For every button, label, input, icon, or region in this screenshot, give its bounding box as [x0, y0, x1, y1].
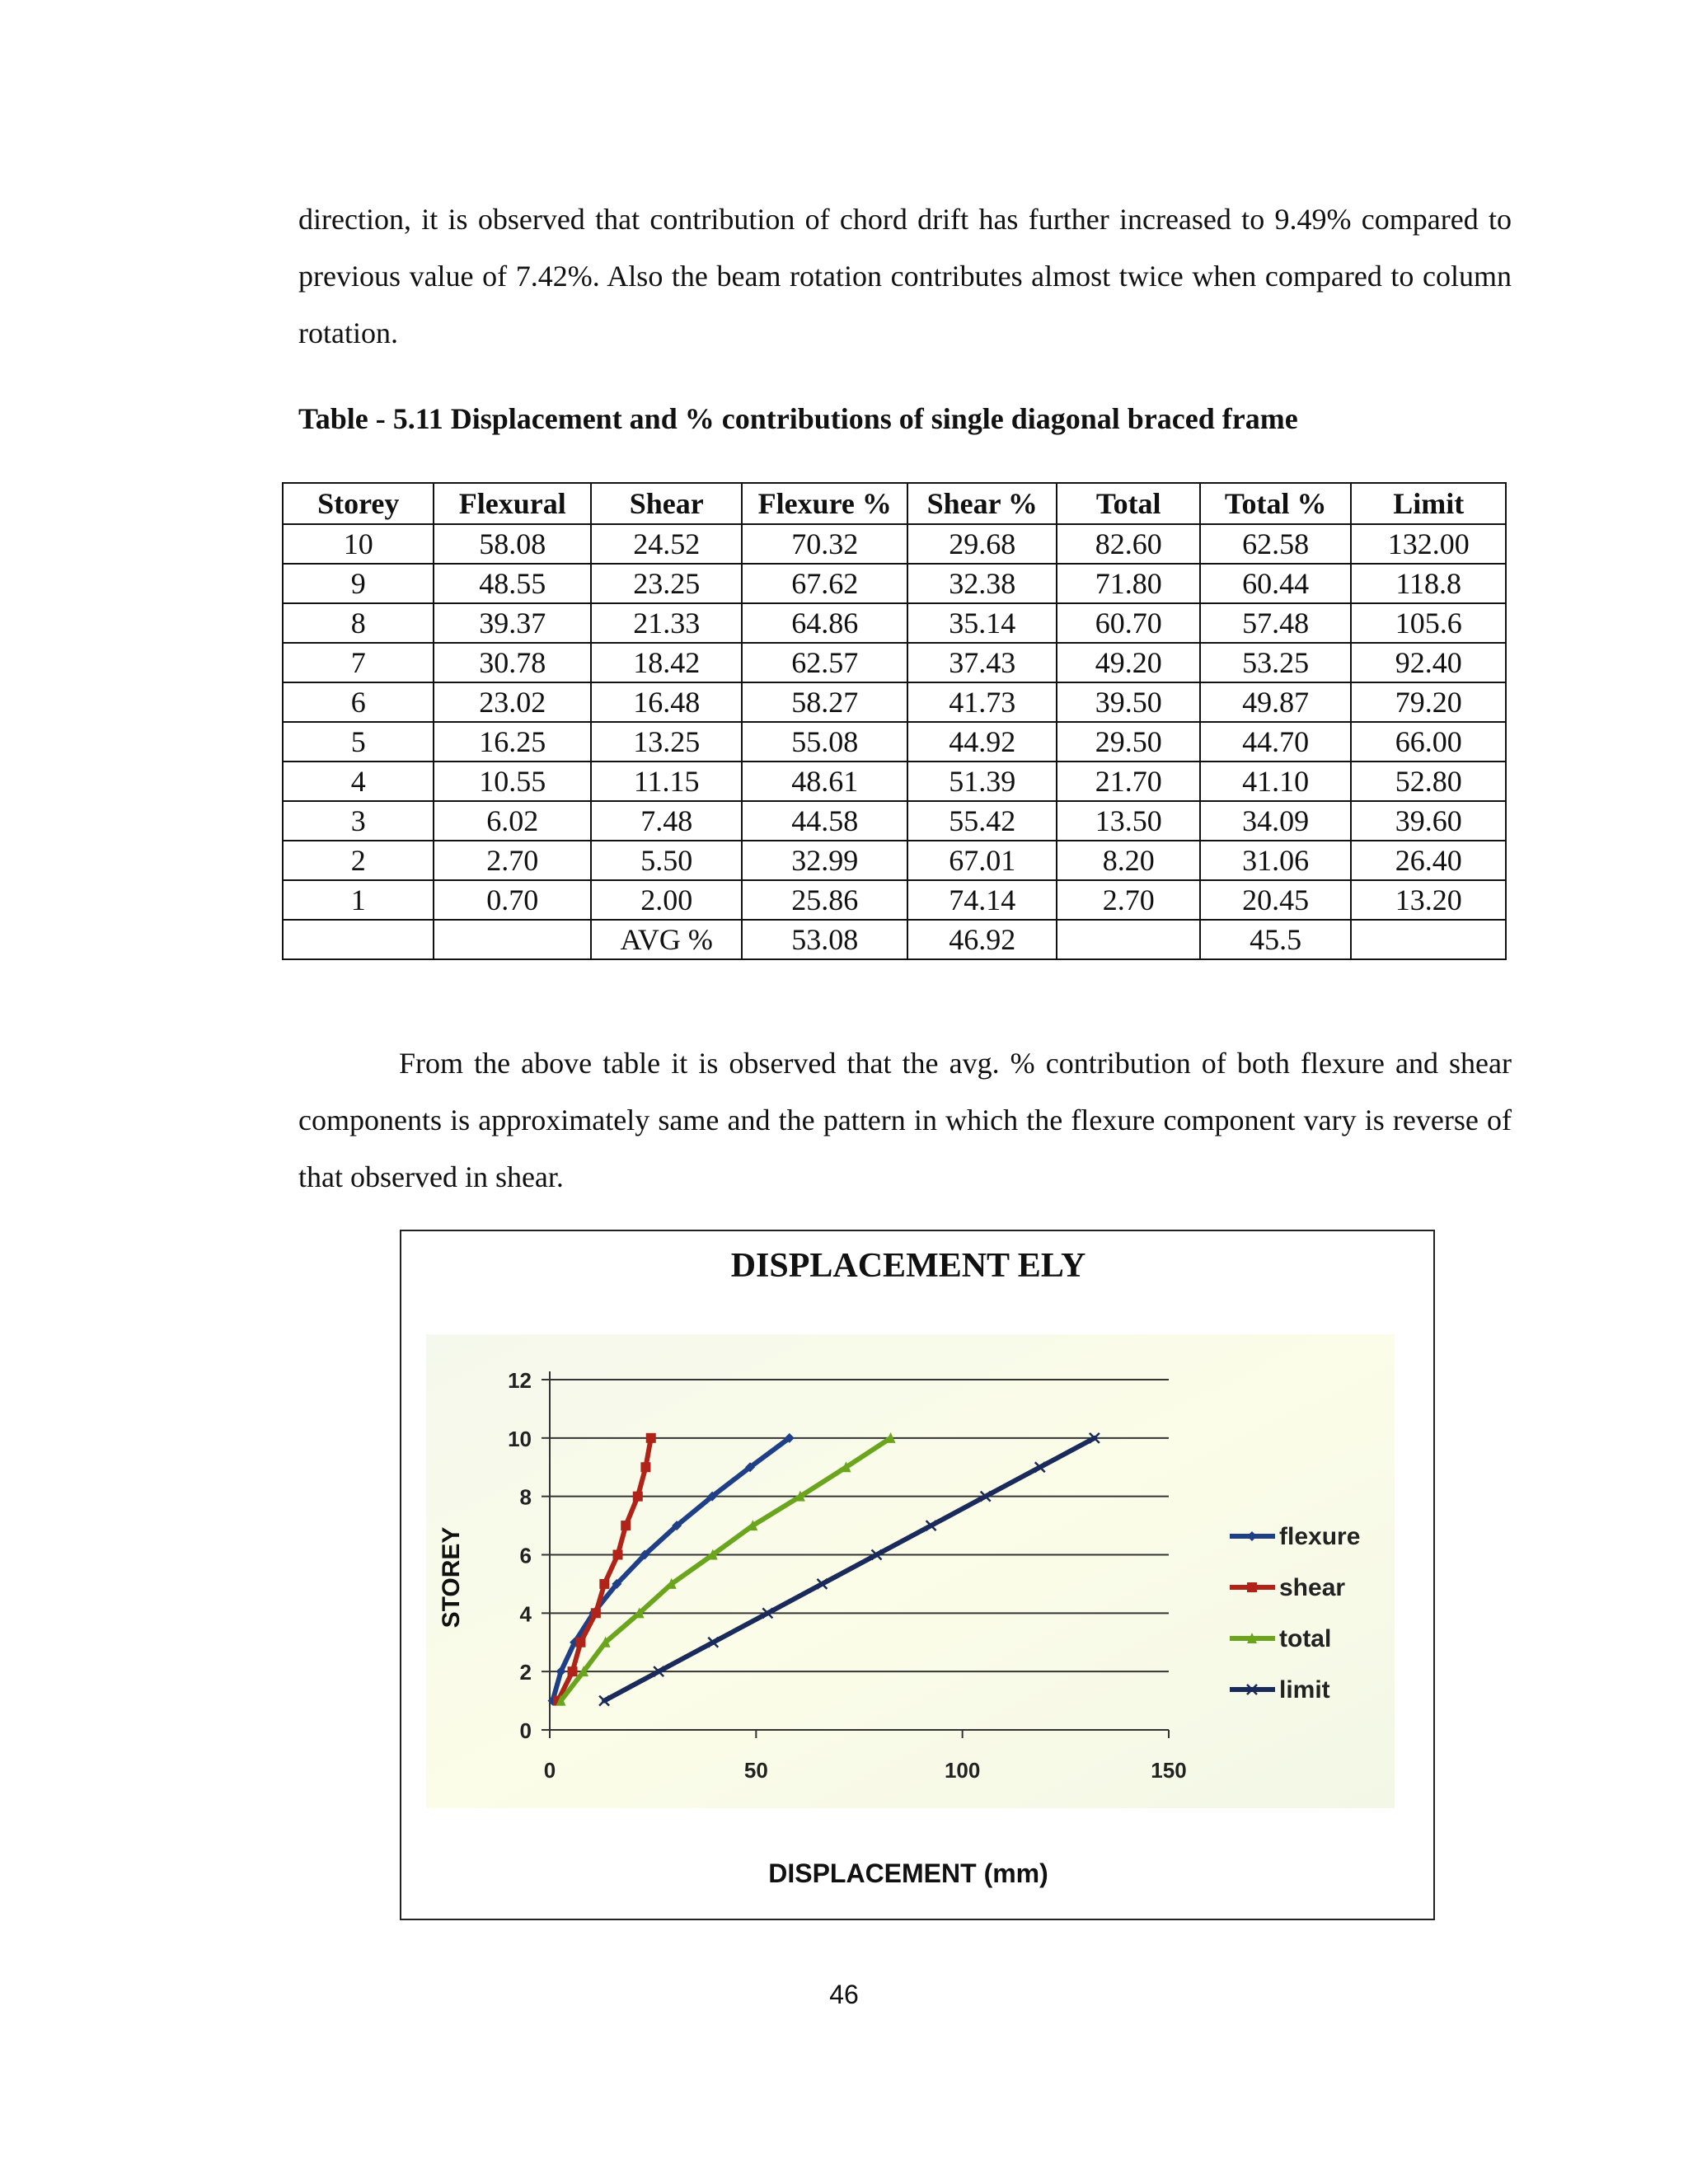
table-row — [283, 762, 1506, 801]
table-cell: 7 — [283, 643, 434, 682]
legend-label: flexure — [1279, 1523, 1361, 1550]
table-cell: 2 — [283, 841, 434, 880]
table-cell: 49.20 — [1057, 643, 1199, 682]
table-cell: 58.08 — [434, 524, 591, 564]
table-cell: 9 — [283, 564, 434, 603]
table-row — [283, 643, 1506, 682]
table-cell: 71.80 — [1057, 564, 1199, 603]
data-point — [613, 1550, 623, 1560]
table-cell: 39.50 — [1057, 682, 1199, 722]
table-cell: 37.43 — [907, 643, 1057, 682]
x-tick-label: 150 — [1151, 1758, 1187, 1783]
table-cell: 51.39 — [907, 762, 1057, 801]
table-cell: 23.25 — [591, 564, 742, 603]
displacement-table — [282, 482, 1507, 960]
table-cell: 2.70 — [1057, 880, 1199, 920]
table-cell: 62.57 — [742, 643, 907, 682]
table-cell: 44.70 — [1200, 722, 1351, 762]
table-cell: 8.20 — [1057, 841, 1199, 880]
table-header-cell: Limit — [1351, 483, 1506, 524]
y-tick-label: 10 — [508, 1426, 532, 1451]
table-header-cell: Storey — [283, 483, 434, 524]
table-header-cell: Total % — [1200, 483, 1351, 524]
table-cell: 46.92 — [907, 920, 1057, 959]
table-cell: 16.25 — [434, 722, 591, 762]
table-cell: 118.8 — [1351, 564, 1506, 603]
data-point — [633, 1492, 643, 1502]
displacement-chart — [401, 1231, 1432, 1918]
table-row — [283, 603, 1506, 643]
table-cell: 132.00 — [1351, 524, 1506, 564]
x-tick-label: 100 — [944, 1758, 981, 1783]
table-cell: 5 — [283, 722, 434, 762]
data-point — [640, 1462, 650, 1472]
table-cell: 55.42 — [907, 801, 1057, 841]
table-cell: 105.6 — [1351, 603, 1506, 643]
table-cell: 67.01 — [907, 841, 1057, 880]
table-cell: 25.86 — [742, 880, 907, 920]
table-cell: 41.10 — [1200, 762, 1351, 801]
legend-label: total — [1279, 1625, 1332, 1652]
table-cell: 39.37 — [434, 603, 591, 643]
table-row — [283, 801, 1506, 841]
table-cell: 20.45 — [1200, 880, 1351, 920]
table-cell: 32.99 — [742, 841, 907, 880]
data-point — [599, 1579, 609, 1589]
data-point — [591, 1608, 601, 1618]
table-cell: 48.55 — [434, 564, 591, 603]
table-cell — [434, 920, 591, 959]
table-header-cell: Shear — [591, 483, 742, 524]
table-cell: 3 — [283, 801, 434, 841]
table-cell: 45.5 — [1200, 920, 1351, 959]
body-paragraph: From the above table it is observed that the avg. % contribution of both flexure and shear components is approximately same and the pattern in which the flexure component vary is reverse of that observed in shear. — [298, 1047, 1512, 1193]
x-tick-label: 50 — [743, 1758, 768, 1783]
table-cell: 67.62 — [742, 564, 907, 603]
table-header-cell: Flexural — [434, 483, 591, 524]
table-cell: 52.80 — [1351, 762, 1506, 801]
table-row — [283, 920, 1506, 959]
table-cell: 48.61 — [742, 762, 907, 801]
table-cell: 31.06 — [1200, 841, 1351, 880]
table-header-cell: Total — [1057, 483, 1199, 524]
table-cell: 64.86 — [742, 603, 907, 643]
table-cell — [283, 920, 434, 959]
table-cell: 53.25 — [1200, 643, 1351, 682]
table-cell: 53.08 — [742, 920, 907, 959]
table-cell: 32.38 — [907, 564, 1057, 603]
table-cell: 35.14 — [907, 603, 1057, 643]
chart-figure — [400, 1230, 1435, 1920]
intro-paragraph: direction, it is observed that contribution of chord drift has further increased to 9.49% compared to previous value of 7.42%. Also the beam rotation contributes almost twice when compared to column rotation. — [298, 203, 1512, 349]
legend-label: shear — [1279, 1574, 1346, 1601]
table-cell: 74.14 — [907, 880, 1057, 920]
table-row — [283, 841, 1506, 880]
table-cell: 13.25 — [591, 722, 742, 762]
table-cell: 21.70 — [1057, 762, 1199, 801]
table-cell: 6 — [283, 682, 434, 722]
table-cell: 10 — [283, 524, 434, 564]
table-cell: 11.15 — [591, 762, 742, 801]
table-cell: 60.44 — [1200, 564, 1351, 603]
table-cell: 57.48 — [1200, 603, 1351, 643]
table-cell: 62.58 — [1200, 524, 1351, 564]
table-cell: 18.42 — [591, 643, 742, 682]
table-cell: 49.87 — [1200, 682, 1351, 722]
table-cell: 58.27 — [742, 682, 907, 722]
table-cell: 44.58 — [742, 801, 907, 841]
table-cell: 4 — [283, 762, 434, 801]
table-cell — [1057, 920, 1199, 959]
legend-label: limit — [1279, 1676, 1330, 1704]
x-axis-label: DISPLACEMENT (mm) — [768, 1858, 1048, 1888]
table-cell: 60.70 — [1057, 603, 1199, 643]
table-header-cell: Flexure % — [742, 483, 907, 524]
table-row — [283, 564, 1506, 603]
y-tick-label: 6 — [519, 1543, 532, 1568]
table-cell: 41.73 — [907, 682, 1057, 722]
table-title: Table - 5.11 Displacement and % contributions of single diagonal braced frame — [298, 402, 1298, 435]
table-cell: 92.40 — [1351, 643, 1506, 682]
table-cell: 0.70 — [434, 880, 591, 920]
table-cell: 2.70 — [434, 841, 591, 880]
table-cell: 26.40 — [1351, 841, 1506, 880]
page-number: 46 — [829, 1980, 859, 2009]
table-cell: 7.48 — [591, 801, 742, 841]
table-header-row — [283, 483, 1506, 524]
data-point — [568, 1666, 578, 1676]
table-cell: 29.50 — [1057, 722, 1199, 762]
table-cell: 10.55 — [434, 762, 591, 801]
table-cell: 21.33 — [591, 603, 742, 643]
table-cell: 79.20 — [1351, 682, 1506, 722]
data-point — [646, 1433, 656, 1443]
table-cell: 82.60 — [1057, 524, 1199, 564]
x-tick-label: 0 — [543, 1758, 556, 1783]
table-row — [283, 682, 1506, 722]
chart-background — [426, 1334, 1395, 1808]
table-cell: 5.50 — [591, 841, 742, 880]
table-header-cell: Shear % — [907, 483, 1057, 524]
table-cell: 8 — [283, 603, 434, 643]
table-cell: AVG % — [591, 920, 742, 959]
table-cell: 6.02 — [434, 801, 591, 841]
table-cell: 24.52 — [591, 524, 742, 564]
data-point — [1247, 1582, 1257, 1592]
table-cell: 13.50 — [1057, 801, 1199, 841]
table-cell: 44.92 — [907, 722, 1057, 762]
y-tick-label: 2 — [519, 1660, 532, 1685]
y-tick-label: 12 — [508, 1368, 532, 1393]
table-cell: 39.60 — [1351, 801, 1506, 841]
table-cell: 1 — [283, 880, 434, 920]
table-cell: 23.02 — [434, 682, 591, 722]
table-row — [283, 524, 1506, 564]
table-cell: 29.68 — [907, 524, 1057, 564]
data-point — [621, 1521, 631, 1530]
table-row — [283, 880, 1506, 920]
data-point — [575, 1638, 585, 1647]
table-cell: 66.00 — [1351, 722, 1506, 762]
table-cell: 13.20 — [1351, 880, 1506, 920]
table-cell: 34.09 — [1200, 801, 1351, 841]
table-cell: 55.08 — [742, 722, 907, 762]
table-cell: 2.00 — [591, 880, 742, 920]
y-axis-label: STOREY — [438, 1526, 465, 1629]
table-cell — [1351, 920, 1506, 959]
table-cell: 70.32 — [742, 524, 907, 564]
y-tick-label: 0 — [519, 1718, 532, 1743]
chart-title: DISPLACEMENT ELY — [730, 1247, 1086, 1285]
y-tick-label: 8 — [519, 1484, 532, 1510]
table-cell: 16.48 — [591, 682, 742, 722]
table-cell: 30.78 — [434, 643, 591, 682]
table-row — [283, 722, 1506, 762]
y-tick-label: 4 — [519, 1601, 532, 1627]
